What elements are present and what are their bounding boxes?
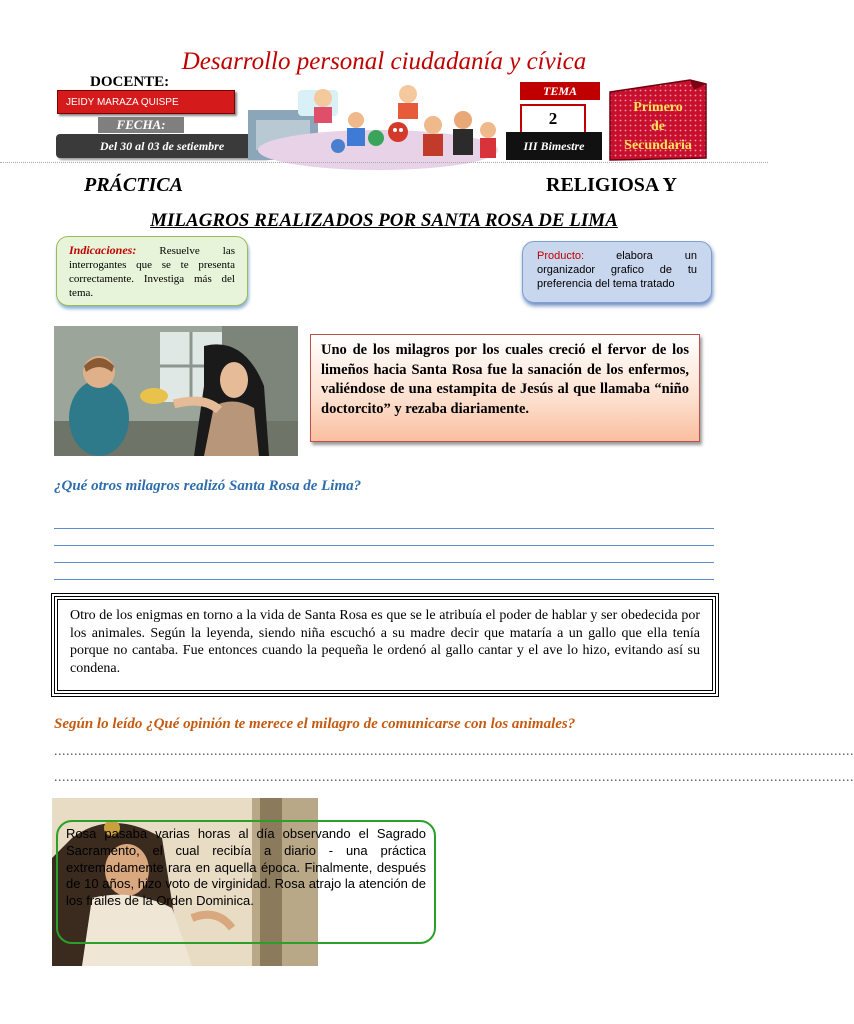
children-collage-image bbox=[248, 80, 508, 172]
page-title: Desarrollo personal ciudadanía y cívica bbox=[181, 48, 587, 75]
grade-text bbox=[608, 98, 708, 155]
docente-name: JEIDY MARAZA QUISPE bbox=[57, 90, 235, 114]
religiosa-heading: RELIGIOSA Y bbox=[546, 174, 677, 196]
answer-line[interactable] bbox=[54, 579, 714, 580]
santa-rosa-healing-image bbox=[54, 326, 298, 456]
grade-line-2: de bbox=[651, 119, 665, 134]
answer-line[interactable] bbox=[54, 528, 714, 529]
tema-number: 2 bbox=[520, 104, 586, 134]
tema-label: TEMA bbox=[520, 82, 600, 100]
practica-heading: PRÁCTICA bbox=[84, 174, 183, 196]
indicaciones-label: Indicaciones: bbox=[69, 243, 137, 257]
section-subtitle: MILAGROS REALIZADOS POR SANTA ROSA DE LIMA bbox=[150, 210, 618, 231]
milagro-text-box: Uno de los milagros por los cuales creció el fervor de los limeños hacia Santa Rosa fue la sanación de los enfermos, valiéndose de una estampita de Jesús al que llamaba “niño doctorcito” y rezaba diariamente. bbox=[310, 334, 700, 442]
fecha-value: Del 30 al 03 de setiembre bbox=[56, 134, 268, 158]
enigma-text-box: Otro de los enigmas en torno a la vida de Santa Rosa es que se le atribuía el poder de hablar y ser obedecida por los animales. Según la leyenda, siendo niña escuchó a su madre decir que mataría a un gallo que ella tenía porque no cantaba. Fue entonces cuando la pequeña le ordenó al gallo cantar y el ave lo hizo, evitando así su condena. bbox=[54, 596, 716, 694]
fecha-label: FECHA: bbox=[98, 117, 184, 133]
producto-label: Producto: bbox=[537, 250, 585, 262]
producto-text: elabora un organizador grafico de tu preferencia del tema tratado bbox=[537, 250, 697, 290]
answer-dotted-line[interactable]: ........................................................................................................................................................................................................ bbox=[54, 770, 854, 785]
answer-dotted-line[interactable]: ........................................................................................................................................................................................................ bbox=[54, 744, 854, 759]
grade-line-3: Secundaria bbox=[624, 138, 692, 153]
question-1: ¿Qué otros milagros realizó Santa Rosa de Lima? bbox=[54, 478, 362, 494]
producto-box bbox=[522, 241, 712, 303]
docente-label: DOCENTE: bbox=[90, 74, 170, 90]
indicaciones-box bbox=[56, 236, 248, 306]
indicaciones-text: Resuelve las interrogantes que se te presenta correctamente. Investiga más del tema. bbox=[69, 245, 236, 299]
answer-line[interactable] bbox=[54, 545, 714, 546]
header-divider bbox=[0, 162, 768, 163]
question-2: Según lo leído ¿Qué opinión te merece el milagro de comunicarse con los animales? bbox=[54, 716, 576, 732]
bimestre-label: III Bimestre bbox=[506, 132, 602, 160]
answer-line[interactable] bbox=[54, 562, 714, 563]
rosa-text-box: Rosa pasaba varias horas al día observando el Sagrado Sacramento, el cual recibía a diario - una práctica extremadamente rara en aquella época. Finalmente, después de 10 años, hizo voto de virginidad. Rosa atrajo la atención de los frailes de la Orden Dominica. bbox=[56, 820, 436, 944]
grade-line-1: Primero bbox=[633, 100, 683, 115]
